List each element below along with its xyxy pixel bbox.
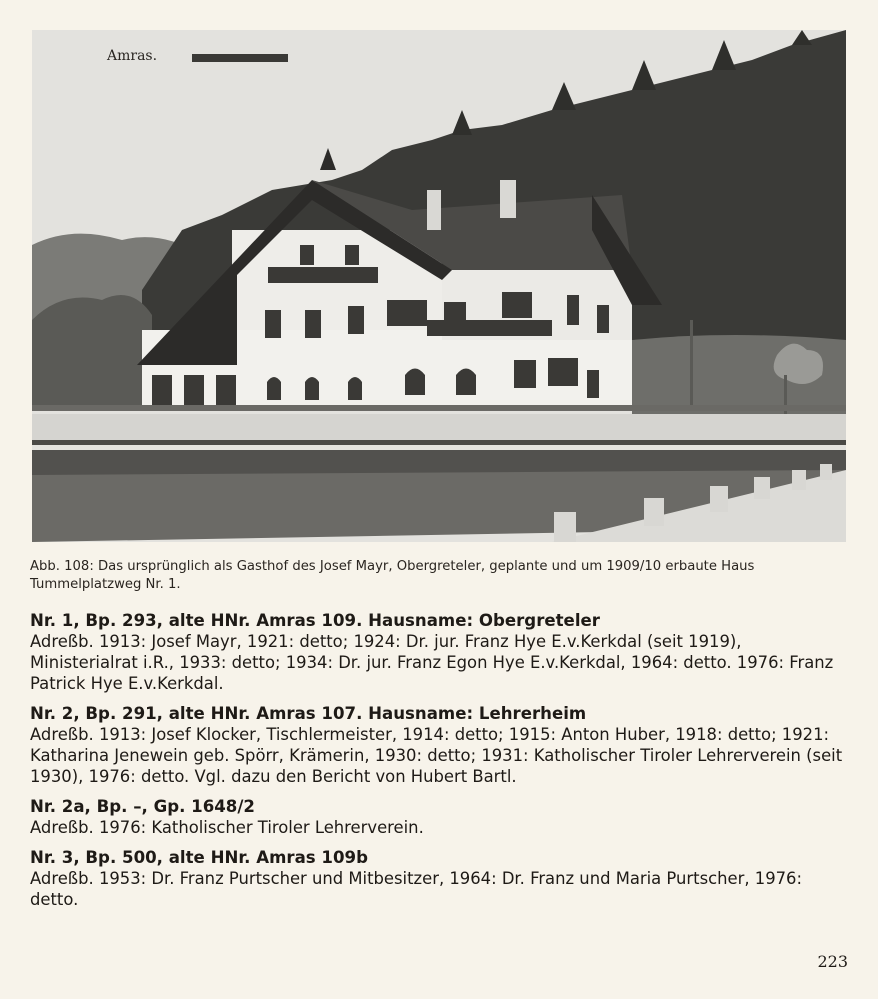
house-entry (30, 610, 852, 694)
struck-out-mark (192, 54, 288, 62)
historic-house-photo (32, 30, 846, 542)
page-number: 223 (817, 952, 848, 971)
photo-location-label: Amras. (107, 48, 158, 64)
entry-body: Adreßb. 1953: Dr. Franz Purtscher und Mitbesitzer, 1964: Dr. Franz und Maria Purtscher, 1976: detto. (30, 869, 802, 909)
entry-heading: Nr. 2a, Bp. –, Gp. 1648/2 (30, 797, 255, 816)
entry-body: Adreßb. 1976: Katholischer Tiroler Lehrerverein. (30, 818, 424, 837)
house-entries-list (30, 610, 852, 919)
house-entry (30, 796, 852, 838)
house-entry (30, 847, 852, 910)
entry-body: Adreßb. 1913: Josef Klocker, Tischlermeister, 1914: detto; 1915: Anton Huber, 1918: detto; 1921: Katharina Jenewein geb. Spörr, Krämerin, 1930: detto; 1931: Katholischer Tiroler Lehrerverein (seit 1930), 1976: detto. Vgl. dazu den Bericht von Hubert Bartl. (30, 725, 843, 786)
figure-caption: Abb. 108: Das ursprünglich als Gasthof des Josef Mayr, Obergreteler, geplante und um 1909/10 erbaute Haus Tummelplatzweg Nr. 1. (30, 559, 755, 592)
entry-heading: Nr. 3, Bp. 500, alte HNr. Amras 109b (30, 848, 368, 867)
entry-body: Adreßb. 1913: Josef Mayr, 1921: detto; 1924: Dr. jur. Franz Hye E.v.Kerkdal (seit 1919), Ministerialrat i.R., 1933: detto; 1934: Dr. jur. Franz Egon Hye E.v.Kerkdal, 1964: detto. 1976: Franz Patrick Hye E.v.Kerkdal. (30, 632, 834, 693)
entry-heading: Nr. 1, Bp. 293, alte HNr. Amras 109. Hausname: Obergreteler (30, 611, 600, 630)
house-entry (30, 703, 852, 787)
entry-heading: Nr. 2, Bp. 291, alte HNr. Amras 107. Hausname: Lehrerheim (30, 704, 587, 723)
